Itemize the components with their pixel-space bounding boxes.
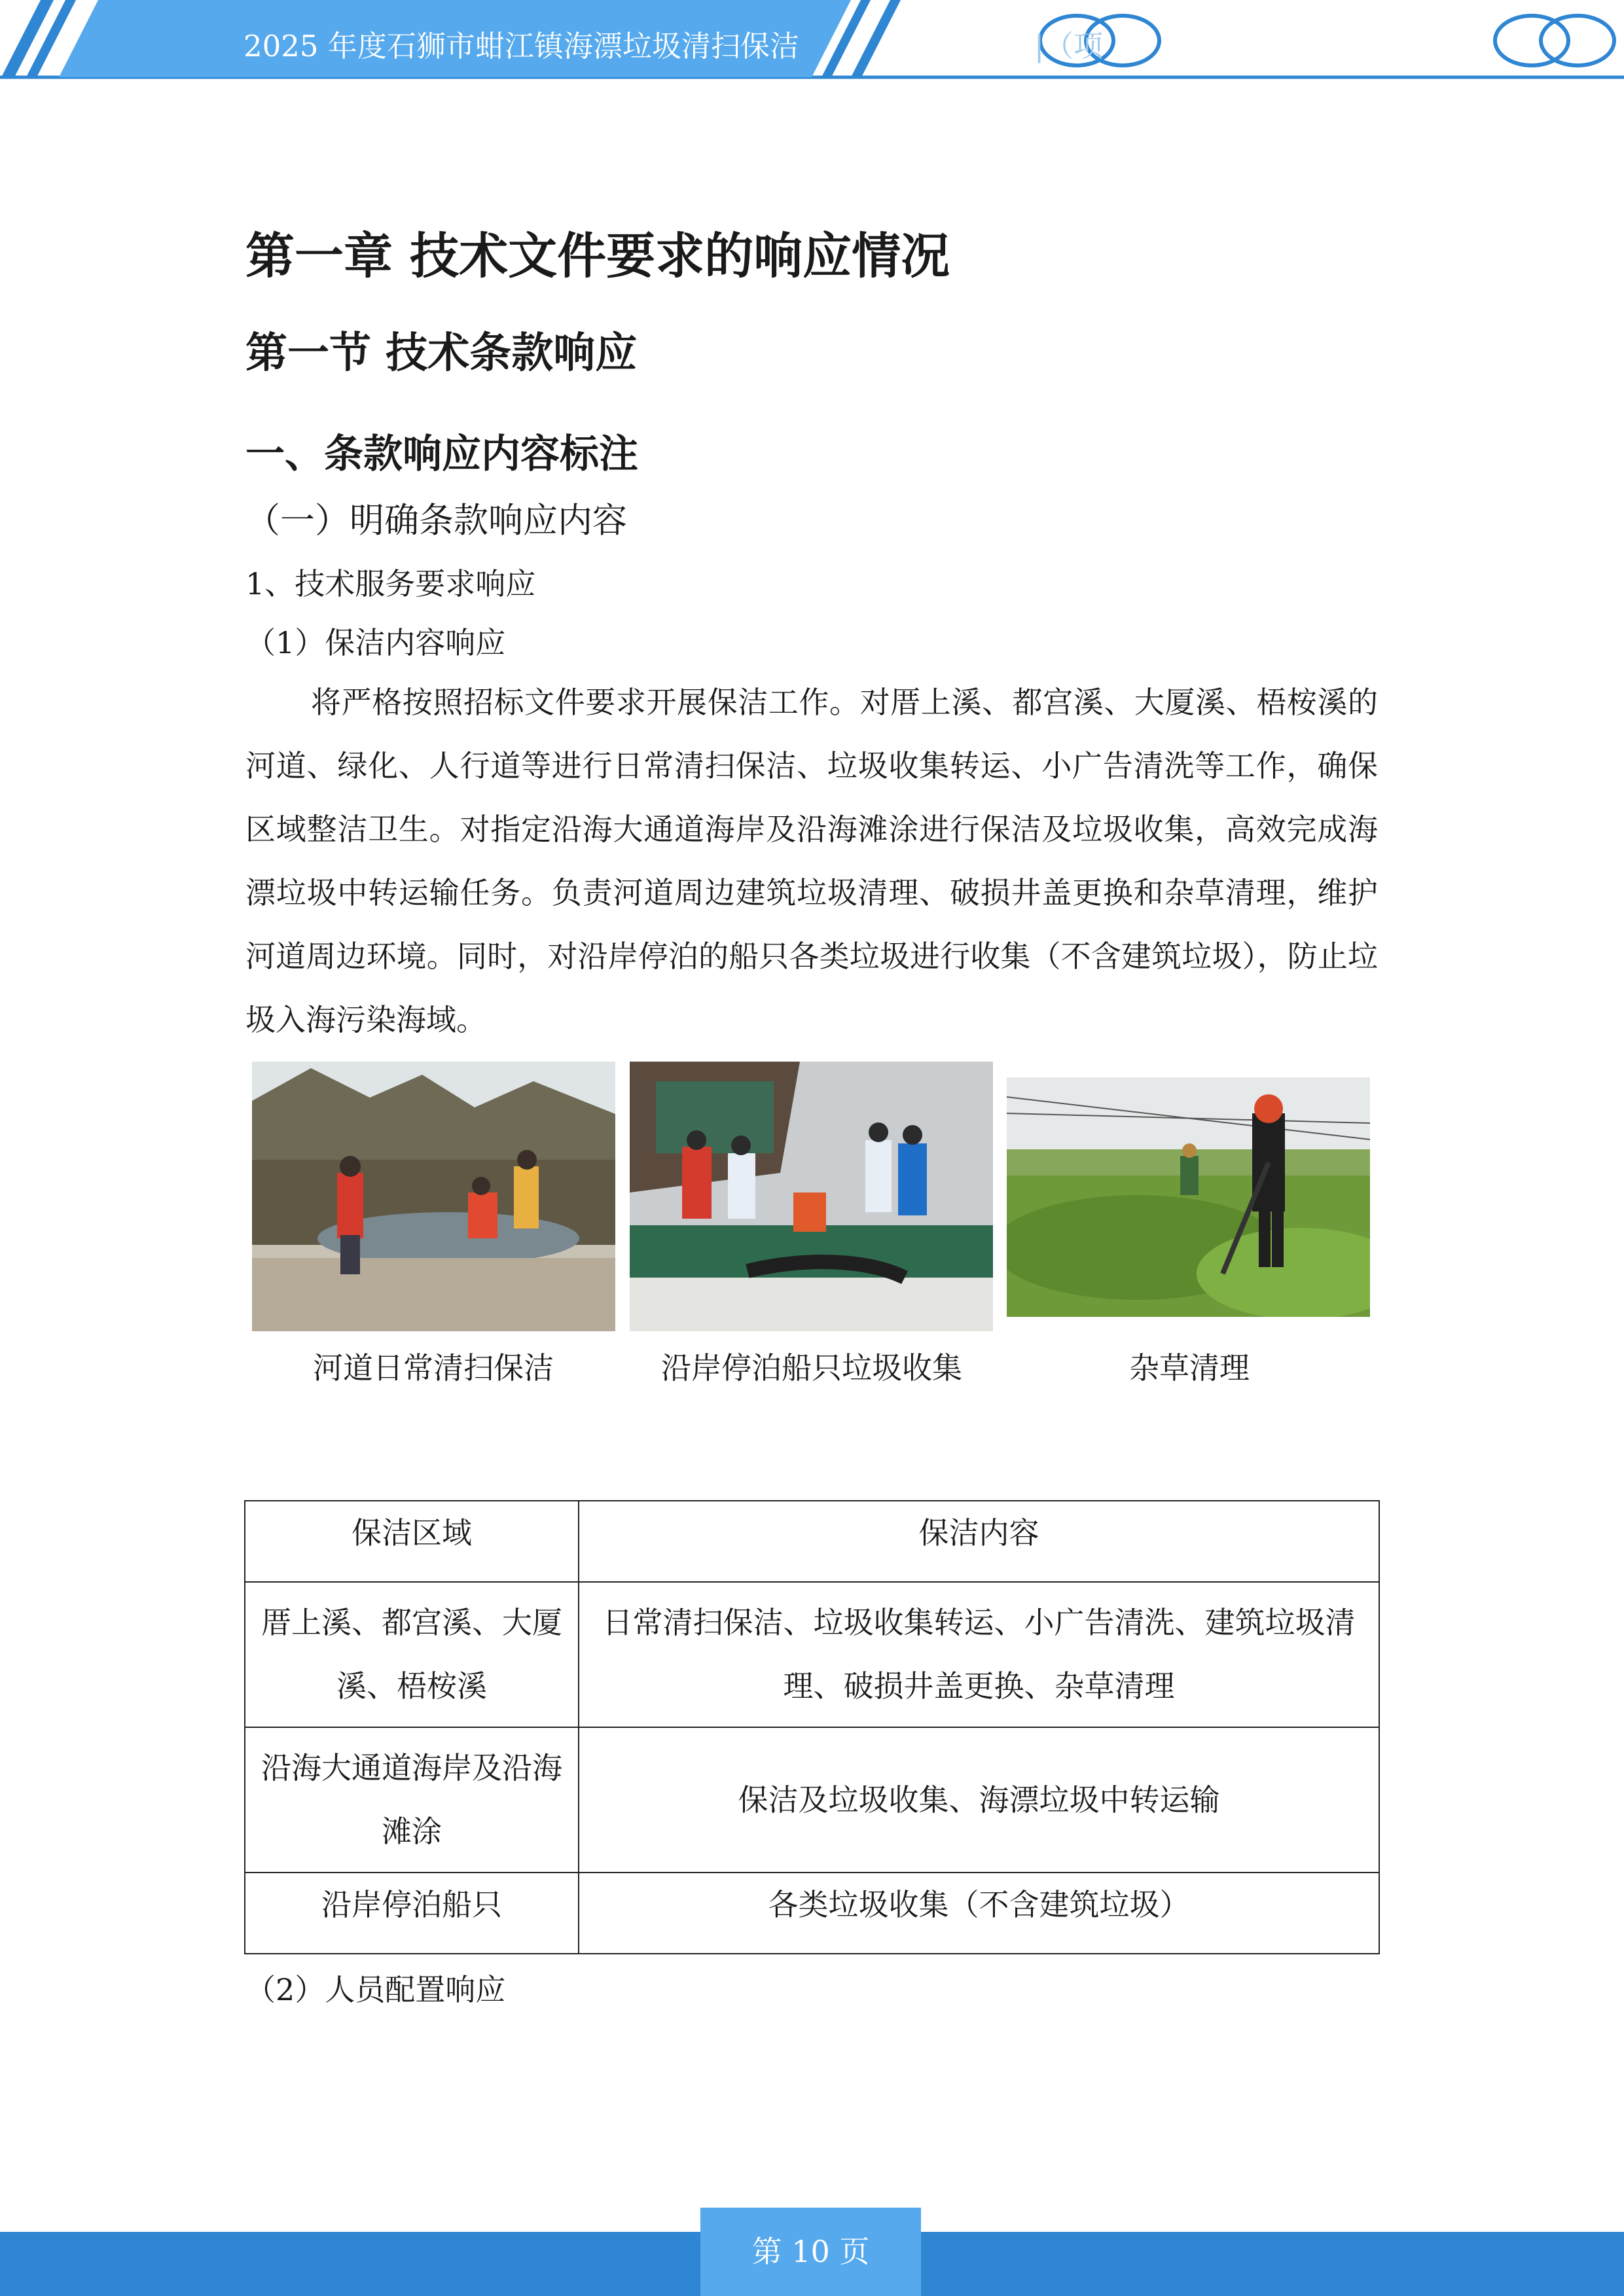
weed-removal-photo	[1007, 1077, 1370, 1317]
table-cell-content: 日常清扫保洁、垃圾收集转运、小广告清洗、建筑垃圾清理、破损井盖更换、杂草清理	[579, 1582, 1379, 1727]
table-row	[245, 1873, 1379, 1954]
boat-collection-photo	[630, 1062, 993, 1331]
section-title: 第一节 技术条款响应	[245, 329, 638, 378]
subsection-title: 一、条款响应内容标注	[245, 431, 638, 477]
table-cell-content: 保洁及垃圾收集、海漂垃圾中转运输	[579, 1727, 1379, 1873]
table-cell-content: 各类垃圾收集（不含建筑垃圾）	[579, 1873, 1379, 1954]
table-header-cell: 保洁内容	[579, 1501, 1379, 1582]
table-header-cell: 保洁区域	[245, 1501, 579, 1582]
photo-caption-weed: 杂草清理	[1129, 1350, 1250, 1386]
river-cleaning-photo	[252, 1062, 615, 1331]
page-header	[0, 0, 1624, 85]
table-header-row	[245, 1501, 1379, 1582]
item-subheading: （2）人员配置响应	[245, 1972, 506, 2007]
header-title: 2025 年度石狮市蚶江镇海漂垃圾清扫保洁	[244, 29, 799, 63]
cleaning-scope-table	[244, 1500, 1380, 1954]
photo-caption-boat: 沿岸停泊船只垃圾收集	[661, 1350, 962, 1386]
page-number: 第 10 页	[700, 2208, 921, 2296]
table-row	[245, 1727, 1379, 1873]
header-faded-text: |（项	[1034, 29, 1104, 63]
photo-caption-river: 河道日常清扫保洁	[313, 1350, 554, 1386]
item-subheading: （1）保洁内容响应	[245, 625, 506, 660]
body-paragraph: 将严格按照招标文件要求开展保洁工作。对厝上溪、都宫溪、大厦溪、梧桉溪的河道、绿化、人行道等进行日常清扫保洁、垃圾收集转运、小广告清洗等工作，确保区域整洁卫生。对指定沿海大通道海岸及沿海滩涂进行保洁及垃圾收集，高效完成海漂垃圾中转运输任务。负责河道周边建筑垃圾清理、破损井盖更换和杂草清理，维护河道周边环境。同时，对沿岸停泊的船只各类垃圾进行收集（不含建筑垃圾），防止垃圾入海污染海域。	[245, 685, 1378, 1037]
table-row	[245, 1582, 1379, 1727]
table-cell-area: 沿岸停泊船只	[245, 1873, 579, 1954]
sub-subsection-title: （一）明确条款响应内容	[245, 501, 627, 541]
chapter-title: 第一章 技术文件要求的响应情况	[245, 227, 950, 285]
item-heading: 1、技术服务要求响应	[245, 566, 536, 601]
table-cell-area: 厝上溪、都宫溪、大厦溪、梧桉溪	[245, 1582, 579, 1727]
table-cell-area: 沿海大通道海岸及沿海滩涂	[245, 1727, 579, 1873]
